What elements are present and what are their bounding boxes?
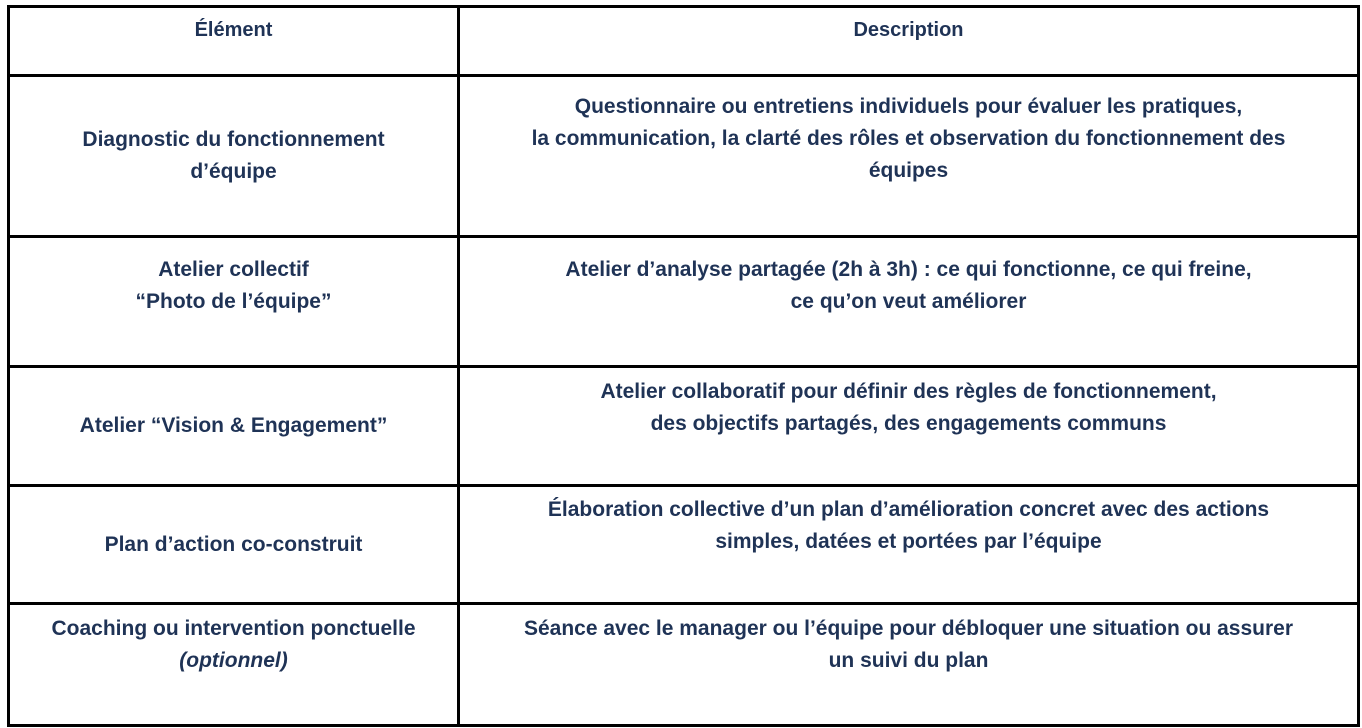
description-line: équipes [868,159,949,182]
description-line: simples, datées et portées par l’équipe [715,530,1102,553]
element-line: Coaching ou intervention ponctuelle [51,617,416,640]
elements-table [7,5,1360,727]
description-line: Élaboration collective d’un plan d’amélioration concret avec des actions [547,498,1270,521]
element-cell [9,237,459,367]
element-cell [9,76,459,237]
table-row [9,367,1359,486]
element-cell [9,604,459,726]
header-element: Élément [9,7,459,76]
element-line-optional: (optionnel) [179,649,288,672]
element-line: Atelier “Vision & Engagement” [79,414,388,437]
header-description: Description [459,7,1359,76]
table-row [9,237,1359,367]
table-row [9,76,1359,237]
description-line: ce qu’on veut améliorer [790,290,1027,313]
element-line: Plan d’action co-construit [104,532,363,556]
description-line: la communication, la clarté des rôles et observation du fonctionnement des [531,127,1286,150]
element-cell [9,367,459,486]
description-line: des objectifs partagés, des engagements communs [650,412,1167,435]
element-line: Diagnostic du fonctionnement [82,128,385,151]
description-line: Atelier d’analyse partagée (2h à 3h) : ce qui fonctionne, ce qui freine, [565,258,1252,281]
description-cell [459,76,1359,237]
description-cell [459,237,1359,367]
description-cell [459,486,1359,604]
table-header-row [9,7,1359,76]
description-line: Questionnaire ou entretiens individuels pour évaluer les pratiques, [574,95,1243,118]
description-cell [459,367,1359,486]
description-line: Séance avec le manager ou l’équipe pour débloquer une situation ou assurer [523,617,1294,640]
description-cell [459,604,1359,726]
description-line: Atelier collaboratif pour définir des règles de fonctionnement, [600,380,1217,403]
element-cell [9,486,459,604]
element-line: Atelier collectif [158,258,309,281]
element-line: d’équipe [190,160,277,183]
table-row [9,486,1359,604]
element-line: “Photo de l’équipe” [135,290,332,313]
table-row [9,604,1359,726]
description-line: un suivi du plan [828,649,989,672]
